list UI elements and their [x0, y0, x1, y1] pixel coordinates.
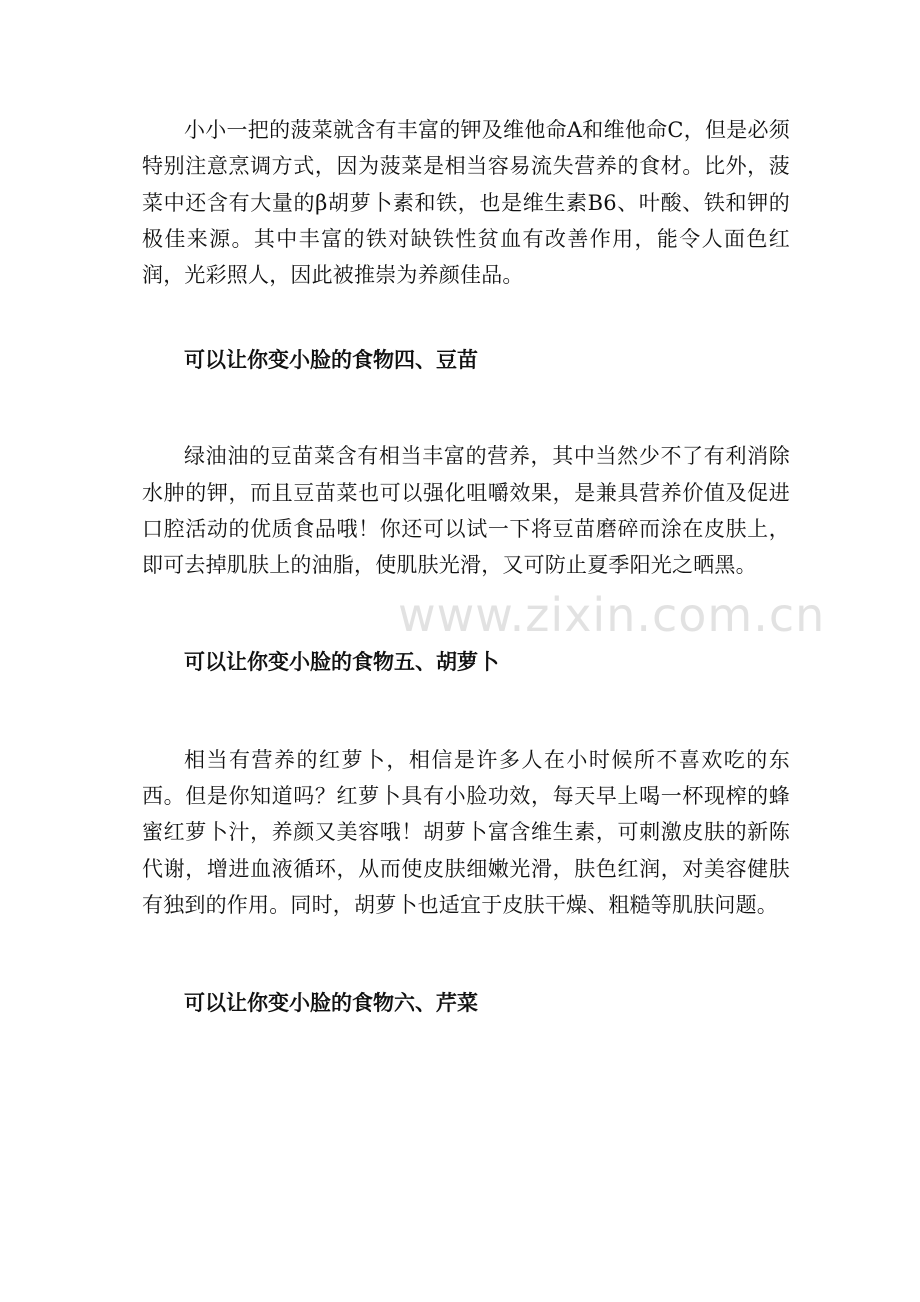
- paragraph-pea-sprouts: 绿油油的豆苗菜含有相当丰富的营养，其中当然少不了有利消除水肿的钾，而且豆苗菜也可以强化咀嚼效果，是兼具营养价值及促进口腔活动的优质食品哦！你还可以试一下将豆苗磨碎而涂在皮肤上，即可去掉肌肤上的油脂，使肌肤光滑，又可防止夏季阳光之晒黑。: [142, 444, 790, 578]
- heading-food-five-carrot: 可以让你变小脸的食物五、胡萝卜: [184, 648, 499, 674]
- heading-food-four-pea-sprouts: 可以让你变小脸的食物四、豆苗: [184, 347, 478, 373]
- paragraph-carrot: 相当有营养的红萝卜，相信是许多人在小时候所不喜欢吃的东西。但是你知道吗？红萝卜具有小脸功效，每天早上喝一杯现榨的蜂蜜红萝卜汁，养颜又美容哦！胡萝卜富含维生素，可刺激皮肤的新陈代谢，增进血液循环，从而使皮肤细嫩光滑，肤色红润，对美容健肤有独到的作用。同时，胡萝卜也适宜于皮肤干燥、粗糙等肌肤问题。: [142, 747, 790, 917]
- watermark-text: www.zixin.com.cn: [398, 588, 826, 642]
- paragraph-spinach: 小小一把的菠菜就含有丰富的钾及维他命A和维他命C，但是必须特别注意烹调方式，因为菠菜是相当容易流失营养的食材。比外，菠菜中还含有大量的β胡萝卜素和铁，也是维生素B6、叶酸、铁和钾的极佳来源。其中丰富的铁对缺铁性贫血有改善作用，能令人面色红润，光彩照人，因此被推崇为养颜佳品。: [142, 118, 790, 288]
- document-page: [142, 112, 790, 1021]
- heading-food-six-celery: 可以让你变小脸的食物六、芹菜: [184, 990, 478, 1016]
